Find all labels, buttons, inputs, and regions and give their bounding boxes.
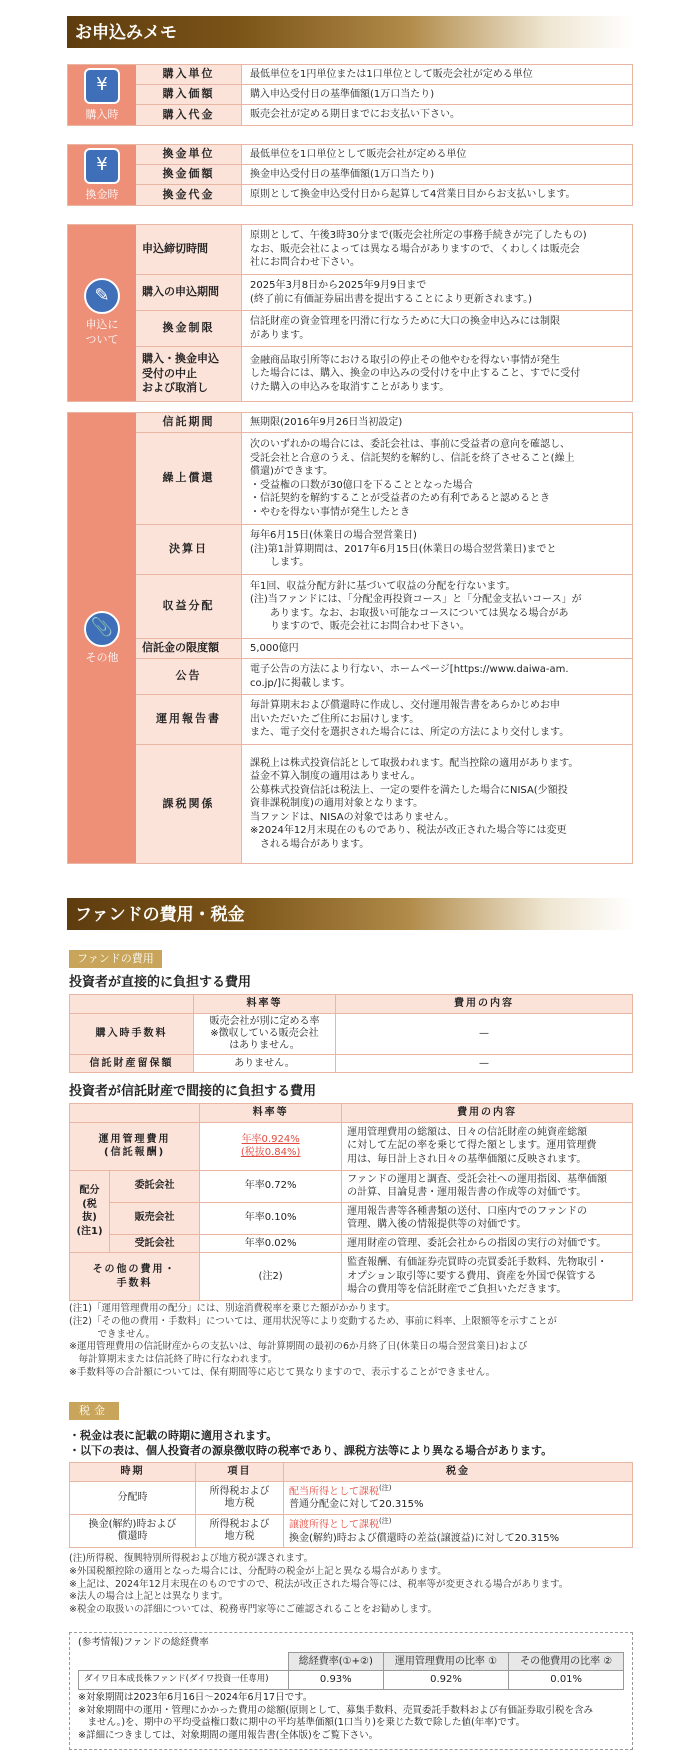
table-row — [70, 1202, 633, 1234]
direct-cost-table — [69, 994, 633, 1073]
redemption-category — [68, 145, 136, 205]
redemption-row — [136, 165, 632, 185]
row-value: 金融商品取引所等における取引の停止その他やむを得ない事情が発生 した場合には、購入、換金の申込みの受付けを中止すること、すでに受付 けた購入の申込みを取消すことがあります。 — [250, 354, 581, 393]
rate-cell: ありません。 — [194, 1054, 336, 1073]
tax-note-mark: (注) — [379, 1516, 392, 1525]
ref-value: 0.01% — [509, 1671, 624, 1690]
alloc-row-label: 販売会社 — [110, 1202, 200, 1234]
other-row — [136, 575, 632, 639]
note-line: ※上記は、2024年12月末現在のものですので、税法が改正された場合等には、税率等が変更される場合があります。 — [69, 1578, 569, 1590]
memo-banner — [67, 16, 633, 48]
rate-cell: 販売会社が別に定める率 ※徴収している販売会社 はありません。 — [194, 1013, 336, 1054]
row-value: 年1回、収益分配方針に基づいて収益の分配を行ないます。 (注)当ファンドには、「分配金再投資コース」と「分配金支払いコース」が あります。なお、お取扱い可能なコースについては異なる場合があ りますので、販売会社にお問合わせ下さい。 — [250, 580, 582, 632]
note-line: (注2)「その他の費用・手数料」については、運用状況等により変動するため、事前に料率、上限額等を示すことが できません。 — [69, 1315, 557, 1340]
purchase-block — [67, 64, 633, 126]
application-category-label: 申込に ついて — [85, 318, 119, 346]
other-row — [136, 695, 632, 745]
ref-header: 運用管理費用の比率 ① — [383, 1652, 509, 1671]
row-label: 購入価額 — [136, 85, 242, 104]
row-label: 収益分配 — [136, 575, 242, 638]
redemption-row — [136, 145, 632, 165]
row-value: 最低単位を1口単位として販売会社が定める単位 — [250, 148, 467, 160]
row-label: 換金価額 — [136, 165, 242, 184]
note-line: (注)所得税、復興特別所得税および地方税が課されます。 — [69, 1553, 314, 1564]
application-row — [136, 347, 632, 401]
note-line: ※対象期間中の運用・管理にかかった費用の総額(原則として、募集手数料、売買委託手数料および有価証券取引税を含み ません。)を、期中の平均受益権口数に期中の平均基準価額(1口当り)を乗じた数で除した値(年率)です。 — [78, 1704, 593, 1729]
alloc-content: 運用報告書等各種書類の送付、口座内でのファンドの 管理、購入後の情報提供等の対価です。 — [342, 1202, 633, 1234]
other-row — [136, 433, 632, 525]
other-row — [136, 525, 632, 575]
empty-header — [70, 1104, 200, 1123]
row-label: 公告 — [136, 659, 242, 694]
table-row — [70, 1013, 633, 1054]
tax-cell — [284, 1514, 633, 1547]
note-line: ※手数料等の合計額については、保有期間等に応じて異なりますので、表示することができません。 — [69, 1367, 496, 1379]
row-label: 運用報告書 — [136, 695, 242, 744]
period-cell: 換金(解約)時および 償還時 — [70, 1514, 196, 1547]
tax-type: 譲渡所得として課税 — [289, 1519, 379, 1531]
row-label: 購入・換金申込 受付の中止 および取消し — [136, 347, 242, 401]
row-label: 繰上償還 — [136, 433, 242, 524]
reference-title: (参考情報)ファンドの総経費率 — [78, 1637, 209, 1648]
note-line: ※運用管理費用の信託財産からの支払いは、毎計算期間の最初の6か月終了日(休業日の場合翌営業日)および 毎計算期末または信託終了時に行なわれます。 — [69, 1341, 528, 1366]
memo-title: お申込みメモ — [75, 23, 177, 43]
other-block — [67, 412, 633, 864]
direct-heading: 投資者が直接的に負担する費用 — [69, 975, 252, 990]
row-label: 購入代金 — [136, 105, 242, 125]
other-cost-content: 監査報酬、有価証券売買時の売買委託手数料、先物取引・ オプション取引等に要する費用、資産を外国で保管する 場合の費用等を信託財産でご負担いただきます。 — [342, 1253, 633, 1301]
row-label: 購入の申込期間 — [136, 275, 242, 310]
tax-cell — [284, 1481, 633, 1514]
row-value: 信託財産の資金管理を円滑に行なうために大口の換金申込みには制限 があります。 — [250, 316, 560, 341]
tax-rate-text: 換金(解約)時および償還時の差益(譲渡益)に対して20.315% — [289, 1532, 560, 1544]
redemption-block — [67, 144, 633, 206]
indirect-cost-table — [69, 1103, 633, 1301]
table-row — [70, 1054, 633, 1073]
mgmt-label: 運用管理費用 (信託報酬) — [70, 1122, 200, 1170]
reference-table — [78, 1652, 624, 1690]
note-line: ※詳細につきましては、対象期間の運用報告書(全体版)をご覧下さい。 — [78, 1730, 379, 1742]
note-line: (注1)「運用管理費用の配分」には、別途消費税率を乗じた額がかかります。 — [69, 1303, 396, 1314]
table-row — [70, 1514, 633, 1547]
other-cost-label: その他の費用・ 手数料 — [70, 1253, 200, 1301]
content-header: 費用の内容 — [336, 995, 633, 1014]
table-row — [70, 1481, 633, 1514]
purchase-yen-icon: ¥ — [84, 68, 120, 104]
bullet-line: ・税金は表に記載の時期に適用されます。 — [69, 1429, 278, 1442]
empty-header — [70, 995, 194, 1014]
period-cell: 分配時 — [70, 1481, 196, 1514]
redemption-row — [136, 185, 632, 205]
fund-name: ダイワ日本成長株ファンド(ダイワ投資一任専用) — [79, 1671, 289, 1690]
other-category — [68, 413, 136, 863]
ref-header — [79, 1652, 289, 1671]
tax-header: 税金 — [284, 1463, 633, 1482]
note-line: ※法人の場合は上記とは異なります。 — [69, 1591, 229, 1603]
row-value: 5,000億円 — [250, 642, 299, 654]
item-cell: 所得税および 地方税 — [196, 1481, 284, 1514]
row-value: 販売会社が定める期日までにお支払い下さい。 — [250, 109, 460, 121]
alloc-label: 配分 (税抜) (注1) — [70, 1170, 110, 1253]
indirect-heading: 投資者が信託財産で間接的に負担する費用 — [69, 1084, 317, 1099]
alloc-content: ファンドの運用と調査、受託会社への運用指図、基準価額 の計算、目論見書・運用報告書の作成等の対価です。 — [342, 1170, 633, 1202]
row-value: 毎年6月15日(休業日の場合翌営業日) (注)第1計算期間は、2017年6月15日(休業日の場合翌営業日)までと します。 — [250, 530, 557, 569]
row-label: 購入単位 — [136, 65, 242, 84]
row-label: 換金代金 — [136, 185, 242, 205]
note-line: ※外国税額控除の適用となった場合には、分配時の税金が上記と異なる場合があります。 — [69, 1565, 447, 1577]
row-value: 購入申込受付日の基準価額(1万口当たり) — [250, 88, 435, 100]
application-row — [136, 311, 632, 347]
row-value: 電子公告の方法により行ない、ホームページ[https://www.daiwa-am. co.jp/]に掲載します。 — [250, 664, 569, 689]
tax-table — [69, 1462, 633, 1548]
content-cell: — — [336, 1054, 633, 1073]
application-category — [68, 225, 136, 401]
purchase-row — [136, 105, 632, 125]
costs-title: ファンドの費用・税金 — [75, 905, 245, 925]
row-value: 課税上は株式投資信託として取扱われます。配当控除の適用があります。 益金不算入制度の適用はありません。 公募株式投資信託は税法上、一定の要件を満たした場合にNISA(少額投 資非課税制度)の適用対象となります。 当ファンドは、NISAの対象ではありません。 ※2024年12月末現在のものであり、税法が改正された場合等には変更 される場合があります。 — [250, 757, 579, 850]
purchase-row — [136, 85, 632, 105]
row-value: 毎計算期末および償還時に作成し、交付運用報告書をあらかじめお申 出いただいたご住所にお届けします。 また、電子交付を選択された場合には、所定の方法により交付します。 — [250, 700, 570, 739]
other-row — [136, 745, 632, 863]
row-value: 原則として換金申込受付日から起算して4営業日目からお支払いします。 — [250, 189, 576, 201]
row-label: 信託金の限度額 — [136, 639, 242, 658]
row-value: 次のいずれかの場合には、委託会社は、事前に受益者の意向を確認し、 受託会社と合意のうえ、信託契約を解約し、信託を終了させること(繰上 償還)ができます。 ・受益権の口数が30億口を下ることとなった場合 ・信託契約を解約することが受益者のため有利であると認めるとき ・やむを得ない事情が発生したとき — [250, 439, 575, 518]
ref-value: 0.92% — [383, 1671, 509, 1690]
row-label: 信託財産留保額 — [70, 1054, 194, 1073]
table-row — [70, 1234, 633, 1253]
other-row — [136, 659, 632, 695]
tax-tag: 税金 — [69, 1402, 119, 1420]
tax-rate-text: 普通分配金に対して20.315% — [289, 1499, 424, 1511]
purchase-category-label: 購入時 — [85, 107, 119, 121]
table-row — [79, 1671, 624, 1690]
item-header: 項目 — [196, 1463, 284, 1482]
purchase-category — [68, 65, 136, 125]
row-label: 課税関係 — [136, 745, 242, 863]
row-value: 原則として、午後3時30分まで(販売会社所定の事務手続きが完了したもの) なお、販売会社によっては異なる場合がありますので、くわしくは販売会 社にお問合わせ下さい。 — [250, 230, 587, 269]
redemption-category-label: 換金時 — [85, 187, 119, 201]
purchase-row — [136, 65, 632, 85]
bullet-line: ・以下の表は、個人投資者の源泉徴収時の税率であり、課税方法等により異なる場合があります。 — [69, 1443, 553, 1457]
pen-icon: ✎ — [84, 278, 120, 314]
row-label: 申込締切時間 — [136, 225, 242, 274]
tax-note-mark: (注) — [379, 1483, 392, 1492]
alloc-rate: 年率0.10% — [200, 1202, 342, 1234]
mgmt-content: 運用管理費用の総額は、日々の信託財産の純資産総額 に対して左記の率を乗じて得た額とします。運用管理費 用は、毎日計上され日々の基準価額に反映されます。 — [342, 1122, 633, 1170]
alloc-rate: 年率0.02% — [200, 1234, 342, 1253]
alloc-row-label: 委託会社 — [110, 1170, 200, 1202]
row-label: 換金単位 — [136, 145, 242, 164]
ref-value: 0.93% — [289, 1671, 384, 1690]
reference-box — [69, 1632, 633, 1750]
table-row — [70, 1170, 633, 1202]
content-header: 費用の内容 — [342, 1104, 633, 1123]
content-cell: — — [336, 1013, 633, 1054]
costs-notes — [69, 1303, 635, 1380]
ref-header: 総経費率(①+②) — [289, 1652, 384, 1671]
row-label: 換金制限 — [136, 311, 242, 346]
ref-header: その他費用の比率 ② — [509, 1652, 624, 1671]
note-line: ※税金の取扱いの詳細については、税務専門家等にご確認されることをお勧めします。 — [69, 1604, 438, 1616]
item-cell: 所得税および 地方税 — [196, 1514, 284, 1547]
row-label: 決算日 — [136, 525, 242, 574]
paperclip-icon: 📎 — [84, 611, 120, 647]
redemption-yen-icon: ¥ — [84, 148, 120, 184]
tax-type: 配当所得として課税 — [289, 1485, 379, 1497]
tax-notes — [69, 1553, 635, 1617]
row-label: 信託期間 — [136, 413, 242, 432]
other-cost-rate: (注2) — [200, 1253, 342, 1301]
row-value: 無期限(2016年9月26日当初設定) — [250, 416, 403, 428]
row-value: 最低単位を1円単位または1口単位として販売会社が定める単位 — [250, 68, 533, 80]
alloc-content: 運用財産の管理、委託会社からの指図の実行の対価です。 — [342, 1234, 633, 1253]
costs-subtitle-tag: ファンドの費用 — [69, 950, 162, 968]
period-header: 時期 — [70, 1463, 196, 1482]
other-category-label: その他 — [85, 650, 119, 664]
mgmt-rate: 年率0.924% (税抜0.84%) — [200, 1122, 342, 1170]
row-value: 換金申込受付日の基準価額(1万口当たり) — [250, 168, 435, 180]
costs-banner — [67, 898, 633, 930]
application-row — [136, 225, 632, 275]
alloc-rate: 年率0.72% — [200, 1170, 342, 1202]
row-value: 2025年3月8日から2025年9月9日まで (終了前に有価証券届出書を提出することにより更新されます。) — [250, 280, 533, 305]
application-block — [67, 224, 633, 402]
rate-header: 料率等 — [200, 1104, 342, 1123]
application-row — [136, 275, 632, 311]
row-label: 購入時手数料 — [70, 1013, 194, 1054]
other-row — [136, 639, 632, 659]
tax-bullets — [69, 1429, 635, 1459]
note-line: ※対象期間は2023年6月16日～2024年6月17日です。 — [78, 1691, 313, 1703]
table-row — [70, 1253, 633, 1301]
rate-header: 料率等 — [194, 995, 336, 1014]
table-row — [70, 1122, 633, 1170]
alloc-row-label: 受託会社 — [110, 1234, 200, 1253]
other-row — [136, 413, 632, 433]
